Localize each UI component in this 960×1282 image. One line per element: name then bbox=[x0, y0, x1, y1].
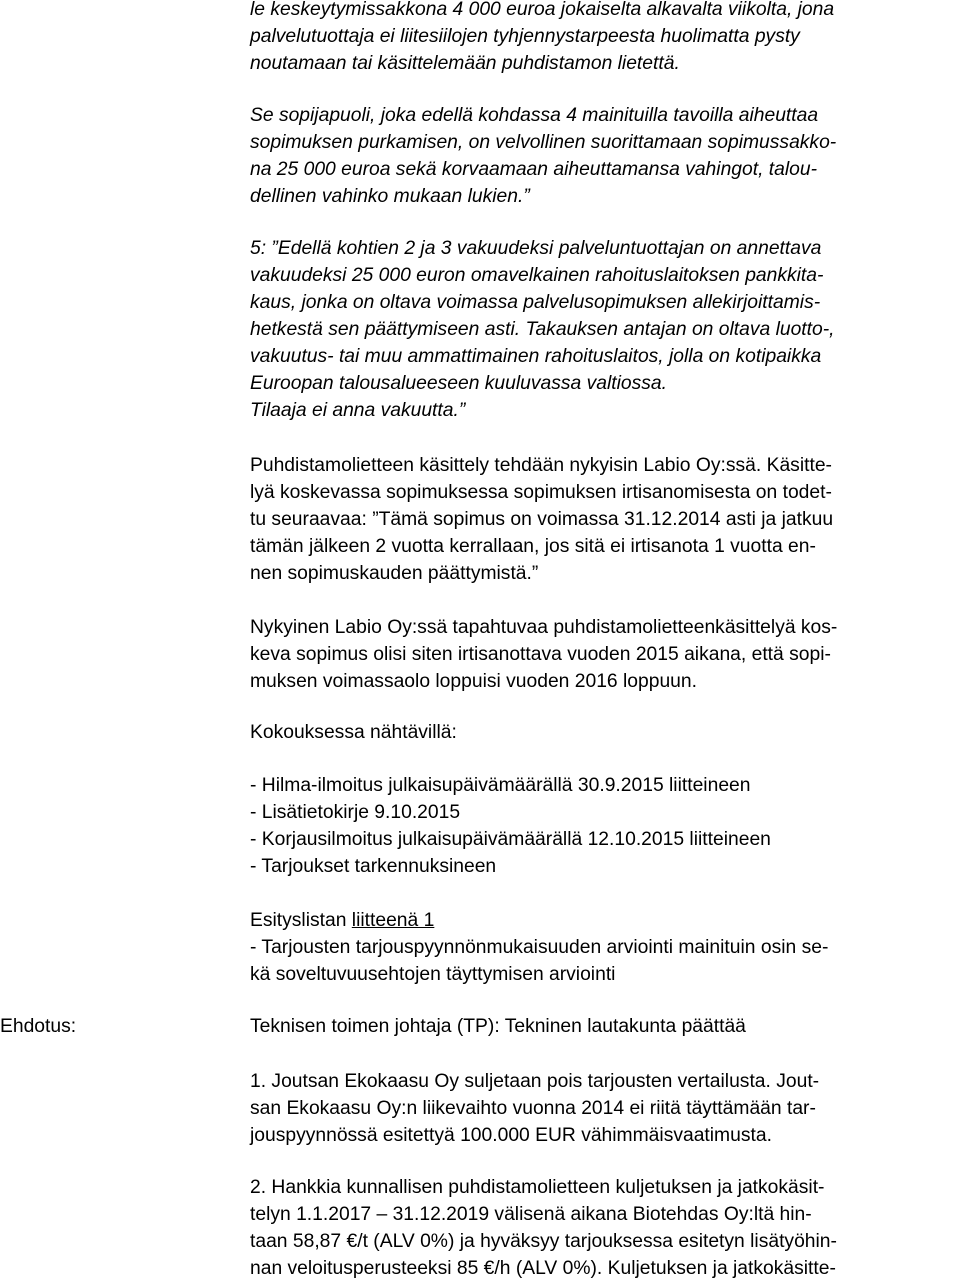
text-line: vakuutus- tai muu ammattimainen rahoituslaitos, jolla on kotipaikka bbox=[250, 346, 822, 367]
text-line: Nykyinen Labio Oy:ssä tapahtuvaa puhdistamolietteenkäsittelyä kos- bbox=[250, 617, 838, 638]
text-line: kä soveltuvuusehtojen täyttymisen arviointi bbox=[250, 964, 616, 985]
text-line: lyä koskevassa sopimuksessa sopimuksen irtisanomisesta on todet- bbox=[250, 482, 832, 503]
paragraph-attachment bbox=[250, 907, 958, 988]
section-label-ehdotus: Ehdotus: bbox=[0, 1016, 77, 1037]
text-line: tu seuraavaa: ”Tämä sopimus on voimassa 31.12.2014 asti ja jatkuu bbox=[250, 509, 834, 530]
list-item: - Hilma-ilmoitus julkaisupäivämäärällä 30.9.2015 liitteineen bbox=[250, 775, 751, 796]
text-line: - Tarjousten tarjouspyynnönmukaisuuden arviointi mainituin osin se- bbox=[250, 937, 829, 958]
text-line: 1. Joutsan Ekokaasu Oy suljetaan pois tarjousten vertailusta. Jout- bbox=[250, 1071, 820, 1092]
paragraph-labio-contract bbox=[250, 614, 958, 695]
text-line: le keskeytymissakkona 4 000 euroa jokaiselta alkavalta viikolta, jona bbox=[250, 0, 835, 20]
text-line: nan veloitusperusteeksi 85 €/h (ALV 0%). Kuljetuksen ja jatkokäsitte- bbox=[250, 1258, 836, 1279]
text-line: tämän jälkeen 2 vuotta kerrallaan, jos sitä ei irtisanota 1 vuotta en- bbox=[250, 536, 816, 557]
text-line: kaus, jonka on oltava voimassa palvelusopimuksen allekirjoittamis- bbox=[250, 292, 821, 313]
paragraph-proposal-item-2 bbox=[250, 1174, 958, 1282]
paragraph-penalty-clause bbox=[250, 0, 958, 77]
text-line: 5: ”Edellä kohtien 2 ja 3 vakuudeksi palveluntuottajan on annettava bbox=[250, 238, 822, 259]
text-line: nen sopimuskauden päättymistä.” bbox=[250, 563, 539, 584]
text-line: san Ekokaasu Oy:n liikevaihto vuonna 2014 ei riitä täyttämään tar- bbox=[250, 1098, 816, 1119]
text-line: Se sopijapuoli, joka edellä kohdassa 4 mainituilla tavoilla aiheuttaa bbox=[250, 105, 819, 126]
text-line: Teknisen toimen johtaja (TP): Tekninen lautakunta päättää bbox=[250, 1016, 746, 1037]
list-item: - Lisätietokirje 9.10.2015 bbox=[250, 802, 461, 823]
paragraph-contract-termination bbox=[250, 102, 958, 210]
paragraph-current-processing bbox=[250, 452, 958, 587]
attachment-link[interactable]: liitteenä 1 bbox=[351, 910, 435, 931]
paragraph-guarantee bbox=[250, 235, 958, 424]
paragraph-proposal-item-1 bbox=[250, 1068, 958, 1149]
text-line: keva sopimus olisi siten irtisanottava vuoden 2015 aikana, että sopi- bbox=[250, 644, 831, 665]
attachment-prefix: Esityslistan bbox=[250, 910, 352, 931]
text-line: 2. Hankkia kunnallisen puhdistamolietteen kuljetuksen ja jatkokäsit- bbox=[250, 1177, 825, 1198]
text-line: hetkestä sen päättymiseen asti. Takauksen antajan on oltava luotto-, bbox=[250, 319, 835, 340]
attachment-reference bbox=[250, 907, 958, 934]
text-line: muksen voimassaolo loppuisi vuoden 2016 loppuun. bbox=[250, 671, 697, 692]
text-line: na 25 000 euroa sekä korvaamaan aiheuttamansa vahingot, talou- bbox=[250, 159, 818, 180]
text-line: Puhdistamolietteen käsittely tehdään nykyisin Labio Oy:ssä. Käsitte- bbox=[250, 455, 832, 476]
text-line: sopimuksen purkamisen, on velvollinen suorittamaan sopimussakko- bbox=[250, 132, 837, 153]
text-line: taan 58,87 €/t (ALV 0%) ja hyväksyy tarjouksessa esitetyn lisätyöhin- bbox=[250, 1231, 837, 1252]
list-item: - Tarjoukset tarkennuksineen bbox=[250, 856, 497, 877]
text-line: telyn 1.1.2017 – 31.12.2019 välisenä aikana Biotehdas Oy:ltä hin- bbox=[250, 1204, 812, 1225]
text-line: Kokouksessa nähtävillä: bbox=[250, 722, 457, 743]
text-line: jouspyynnössä esitettyä 100.000 EUR vähimmäisvaatimusta. bbox=[250, 1125, 772, 1146]
text-line: Tilaaja ei anna vakuutta.” bbox=[250, 400, 466, 421]
list-item: - Korjausilmoitus julkaisupäivämäärällä 12.10.2015 liitteineen bbox=[250, 829, 771, 850]
paragraph-proposal-intro bbox=[250, 1013, 958, 1040]
text-line: palvelutuottaja ei liitesiilojen tyhjennystarpeesta huolimatta pysty bbox=[250, 26, 800, 47]
text-line: Euroopan talousalueeseen kuuluvassa valtiossa. bbox=[250, 373, 667, 394]
text-line: vakuudeksi 25 000 euron omavelkainen rahoituslaitoksen pankkita- bbox=[250, 265, 824, 286]
text-line: dellinen vahinko mukaan lukien.” bbox=[250, 186, 530, 207]
paragraph-available-heading bbox=[250, 719, 958, 746]
text-line: noutamaan tai käsittelemään puhdistamon lietettä. bbox=[250, 53, 680, 74]
list-available-documents bbox=[250, 772, 958, 880]
